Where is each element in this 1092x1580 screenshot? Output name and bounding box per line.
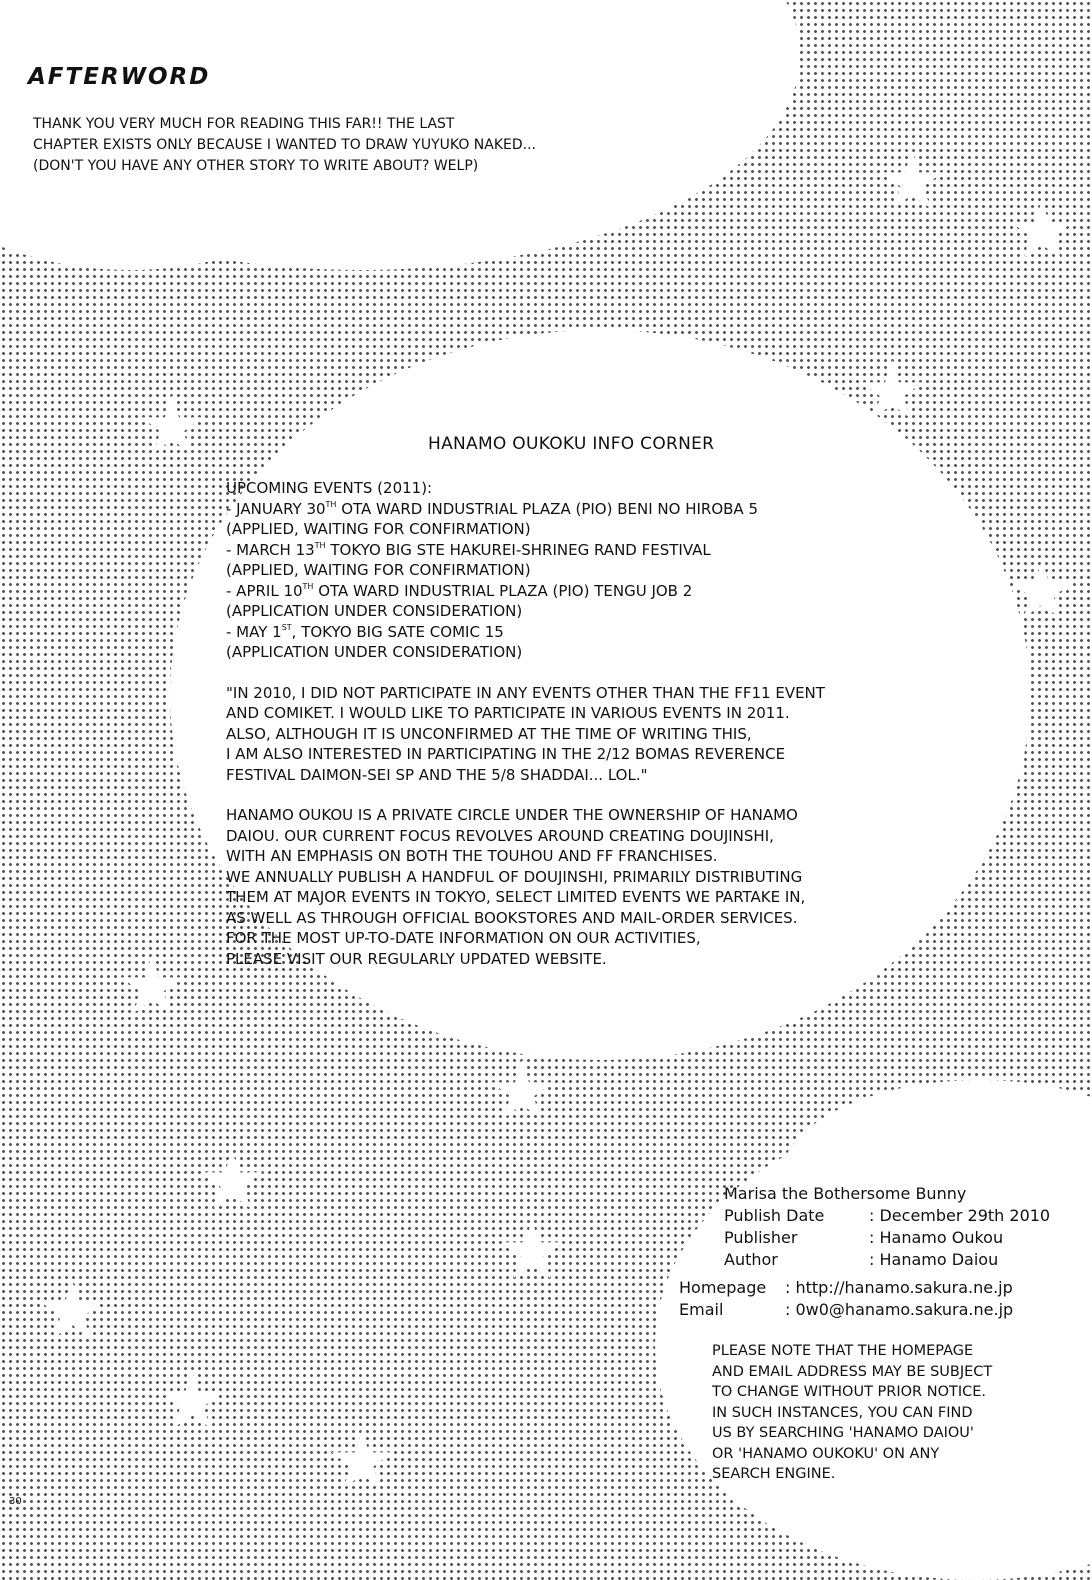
about-line: FOR THE MOST UP-TO-DATE INFORMATION ON OUR ACTIVITIES, [226,929,701,947]
info-corner-body [226,478,946,969]
about-line: HANAMO OUKOU IS A PRIVATE CIRCLE UNDER THE OWNERSHIP OF HANAMO [226,806,798,824]
event-line: - APRIL 10TH OTA WARD INDUSTRIAL PLAZA (PIO) TENGU JOB 2 [226,581,693,600]
star-shape [40,1280,104,1344]
star-shape [120,955,184,1019]
afterword-line: (DON'T YOU HAVE ANY OTHER STORY TO WRITE ABOUT? WELP) [33,158,479,174]
about-line: THEM AT MAJOR EVENTS IN TOKYO, SELECT LIMITED EVENTS WE PARTAKE IN, [226,888,806,906]
colophon [724,1183,1050,1271]
star-shape [200,1150,264,1214]
notice-line: OR 'HANAMO OUKOKU' ON ANY [712,1445,940,1462]
notice-line: US BY SEARCHING 'HANAMO DAIOU' [712,1425,974,1441]
quote-line: "IN 2010, I DID NOT PARTICIPATE IN ANY EVENTS OTHER THAN THE FF11 EVENT [226,683,825,702]
afterword-text [33,114,673,177]
homepage-row: Homepage : http://hanamo.sakura.ne.jp [679,1278,1013,1297]
notice-line: PLEASE NOTE THAT THE HOMEPAGE [712,1343,974,1359]
star-shape [1010,200,1074,264]
star-shape [500,1220,564,1284]
afterword-title: AFTERWORD [28,64,211,90]
events-heading: UPCOMING EVENTS (2011): [226,479,433,497]
notice-line: IN SUCH INSTANCES, YOU CAN FIND [712,1404,973,1421]
quote-line: ALSO, ALTHOUGH IT IS UNCONFIRMED AT THE TIME OF WRITING THIS, [226,724,752,743]
star-shape [160,1370,224,1434]
star-shape [140,395,204,459]
quote-line: FESTIVAL DAIMON-SEI SP AND THE 5/8 SHADDAI... LOL." [226,765,648,784]
event-status: (APPLIED, WAITING FOR CONFIRMATION) [226,520,531,538]
notice-text [712,1341,1052,1485]
event-line: - MARCH 13TH TOKYO BIG STE HAKUREI-SHRINEG RAND FESTIVAL [226,540,711,559]
about-line: PLEASE VISIT OUR REGULARLY UPDATED WEBSITE. [226,949,607,968]
about-line: AS WELL AS THROUGH OFFICIAL BOOKSTORES AND MAIL-ORDER SERVICES. [226,908,798,927]
event-status: (APPLIED, WAITING FOR CONFIRMATION) [226,561,531,579]
quote-line: AND COMIKET. I WOULD LIKE TO PARTICIPATE IN VARIOUS EVENTS IN 2011. [226,704,790,722]
info-corner-title: HANAMO OUKOKU INFO CORNER [428,434,715,454]
book-title: Marisa the Bothersome Bunny [724,1184,967,1203]
event-status: (APPLICATION UNDER CONSIDERATION) [226,602,523,620]
colophon-row: Publish Date : December 29th 2010 [724,1206,1051,1225]
event-line: - JANUARY 30TH OTA WARD INDUSTRIAL PLAZA (PIO) BENI NO HIROBA 5 [226,499,758,518]
star-shape [880,150,944,214]
quote-line: I AM ALSO INTERESTED IN PARTICIPATING IN THE 2/12 BOMAS REVERENCE [226,745,786,763]
afterword-line: CHAPTER EXISTS ONLY BECAUSE I WANTED TO DRAW YUYUKO NAKED... [33,137,536,153]
afterword-line: THANK YOU VERY MUCH FOR READING THIS FAR!! THE LAST [33,116,455,132]
event-status: (APPLICATION UNDER CONSIDERATION) [226,643,523,661]
star-shape [330,1430,394,1494]
contact-info [679,1277,1013,1321]
about-line: WITH AN EMPHASIS ON BOTH THE TOUHOU AND FF FRANCHISES. [226,847,718,865]
colophon-row: Author : Hanamo Daiou [724,1250,999,1269]
notice-line: SEARCH ENGINE. [712,1466,836,1482]
email-row: Email : 0w0@hanamo.sakura.ne.jp [679,1300,1014,1319]
about-line: DAIOU. OUR CURRENT FOCUS REVOLVES AROUND CREATING DOUJINSHI, [226,826,774,845]
event-line: - MAY 1ST, TOKYO BIG SATE COMIC 15 [226,622,504,641]
page-number: 30 [9,1496,22,1507]
star-shape [490,1060,554,1124]
about-line: WE ANNUALLY PUBLISH A HANDFUL OF DOUJINSHI, PRIMARILY DISTRIBUTING [226,867,803,886]
notice-line: TO CHANGE WITHOUT PRIOR NOTICE. [712,1384,987,1400]
colophon-row: Publisher : Hanamo Oukou [724,1228,1004,1247]
notice-line: AND EMAIL ADDRESS MAY BE SUBJECT [712,1363,993,1380]
